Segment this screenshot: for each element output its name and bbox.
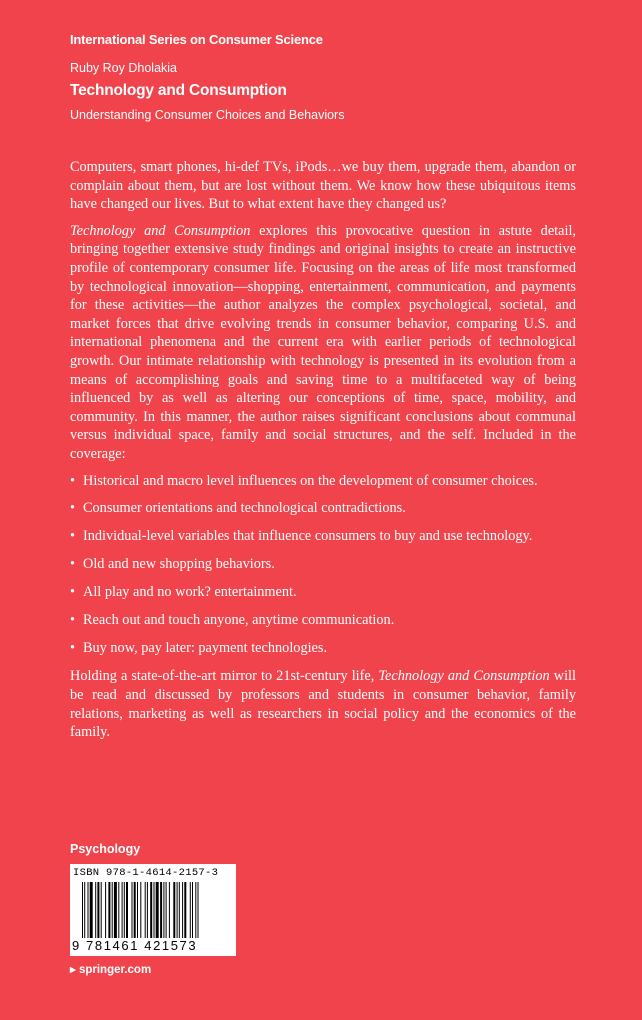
closing-paragraph bbox=[70, 667, 576, 741]
barcode-bar bbox=[145, 882, 146, 938]
barcode-bar bbox=[90, 882, 93, 938]
list-item bbox=[70, 639, 576, 658]
publisher-link[interactable]: ▸ springer.com bbox=[70, 964, 152, 976]
barcode-bar bbox=[173, 882, 175, 938]
series-name: International Series on Consumer Science bbox=[70, 32, 323, 47]
coverage-list bbox=[70, 472, 576, 659]
summary-title-ref: Technology and Consumption bbox=[70, 222, 251, 239]
barcode-bar bbox=[163, 882, 164, 938]
list-item bbox=[70, 472, 576, 491]
barcode-bar bbox=[114, 882, 117, 938]
list-item-text: Consumer orientations and technological contradictions. bbox=[83, 500, 406, 517]
barcode-bar bbox=[84, 882, 85, 938]
list-item-text: Reach out and touch anyone, anytime communication. bbox=[83, 612, 395, 629]
author-name: Ruby Roy Dholakia bbox=[70, 61, 177, 75]
barcode-bar bbox=[160, 882, 162, 938]
barcode-bar bbox=[154, 882, 155, 938]
bullet: • bbox=[70, 528, 76, 545]
barcode-bar bbox=[147, 882, 148, 938]
list-item bbox=[70, 499, 576, 518]
barcode-bar bbox=[190, 882, 191, 938]
barcode-bar bbox=[88, 882, 89, 938]
closing-text-end: will be read and discussed by professors and students in consumer behavior, family relations, marketing as well as researchers in social policy and the economics of the family. bbox=[70, 668, 576, 741]
ean-digits: 9 781461 421573 bbox=[72, 938, 198, 953]
barcode-bar bbox=[97, 882, 99, 938]
intro-paragraph: Computers, smart phones, hi-def TVs, iPods…we buy them, upgrade them, abandon or complain about them, but are lost without them. We know how these ubiquitous items have changed our lives. But to what extent have they changed us? bbox=[70, 159, 576, 213]
barcode-bar bbox=[82, 882, 83, 938]
list-item bbox=[70, 583, 576, 602]
barcode-bar bbox=[101, 882, 102, 938]
list-item bbox=[70, 555, 576, 574]
barcode-bar bbox=[122, 882, 123, 938]
barcode-bar bbox=[140, 882, 141, 938]
closing-text-start: Holding a state-of-the-art mirror to 21st-century life, bbox=[70, 668, 379, 685]
list-item-text: All play and no work? entertainment. bbox=[83, 584, 297, 601]
barcode-bar bbox=[108, 882, 110, 938]
bullet: • bbox=[70, 556, 76, 573]
subject-category: Psychology bbox=[70, 842, 141, 856]
barcode-bar bbox=[137, 882, 138, 938]
bullet: • bbox=[70, 584, 76, 601]
barcode-bar bbox=[156, 882, 159, 938]
barcode-bar bbox=[169, 882, 170, 938]
summary-text: explores this provocative question in astute detail, bringing together extensive study findings and original insights to create an instructive profile of contemporary consumer life. Focusing on the areas of life most transformed by technological innovation—shopping, entertainment, communication, and payments for these activities—the author analyzes the complex psychological, societal, and market forces that drive evolving trends in consumer behavior, comparing U.S. and international phenomena and the current era with earlier periods of technological growth. Our intimate relationship with technology is presented in its evolution from a means of accomplishing goals and saving time to a multifaceted way of being influenced by as well as altering our conceptions of time, space, mobility, and community. In this manner, the author raises significant conclusions about communal versus individual space, family and social structures, and the self. Included in the coverage: bbox=[70, 222, 576, 462]
list-item-text: Buy now, pay later: payment technologies. bbox=[83, 640, 328, 657]
barcode-bar bbox=[105, 882, 106, 938]
barcode-bar bbox=[112, 882, 113, 938]
description bbox=[70, 158, 576, 750]
bullet: • bbox=[70, 612, 76, 629]
book-title: Technology and Consumption bbox=[70, 82, 287, 99]
barcode-bars bbox=[82, 882, 232, 938]
barcode-bar bbox=[166, 882, 167, 938]
closing-title-ref: Technology and Consumption bbox=[378, 668, 550, 685]
isbn-barcode bbox=[70, 864, 236, 956]
bullet: • bbox=[70, 640, 76, 657]
barcode-bar bbox=[132, 882, 133, 938]
barcode-bar bbox=[124, 882, 125, 938]
list-item-text: Old and new shopping behaviors. bbox=[83, 556, 275, 573]
barcode-bar bbox=[192, 882, 193, 938]
bullet: • bbox=[70, 500, 76, 517]
barcode-bar bbox=[177, 882, 178, 938]
list-item-text: Historical and macro level influences on the development of consumer choices. bbox=[83, 472, 538, 489]
bullet: • bbox=[70, 472, 76, 489]
list-item-text: Individual-level variables that influence consumers to buy and use technology. bbox=[83, 528, 533, 545]
list-item bbox=[70, 611, 576, 630]
book-subtitle: Understanding Consumer Choices and Behaviors bbox=[70, 108, 345, 122]
barcode-bar bbox=[134, 882, 136, 938]
list-item bbox=[70, 527, 576, 546]
barcode-bar bbox=[126, 882, 128, 938]
barcode-bar bbox=[179, 882, 180, 938]
barcode-bar bbox=[150, 882, 152, 938]
barcode-bar bbox=[184, 882, 186, 938]
isbn-text: ISBN 978-1-4614-2157-3 bbox=[73, 867, 219, 879]
barcode-bar bbox=[182, 882, 183, 938]
barcode-bar bbox=[95, 882, 96, 938]
barcode-bar bbox=[118, 882, 119, 938]
barcode-bar bbox=[195, 882, 196, 938]
summary-paragraph bbox=[70, 222, 576, 464]
barcode-bar bbox=[198, 882, 199, 938]
